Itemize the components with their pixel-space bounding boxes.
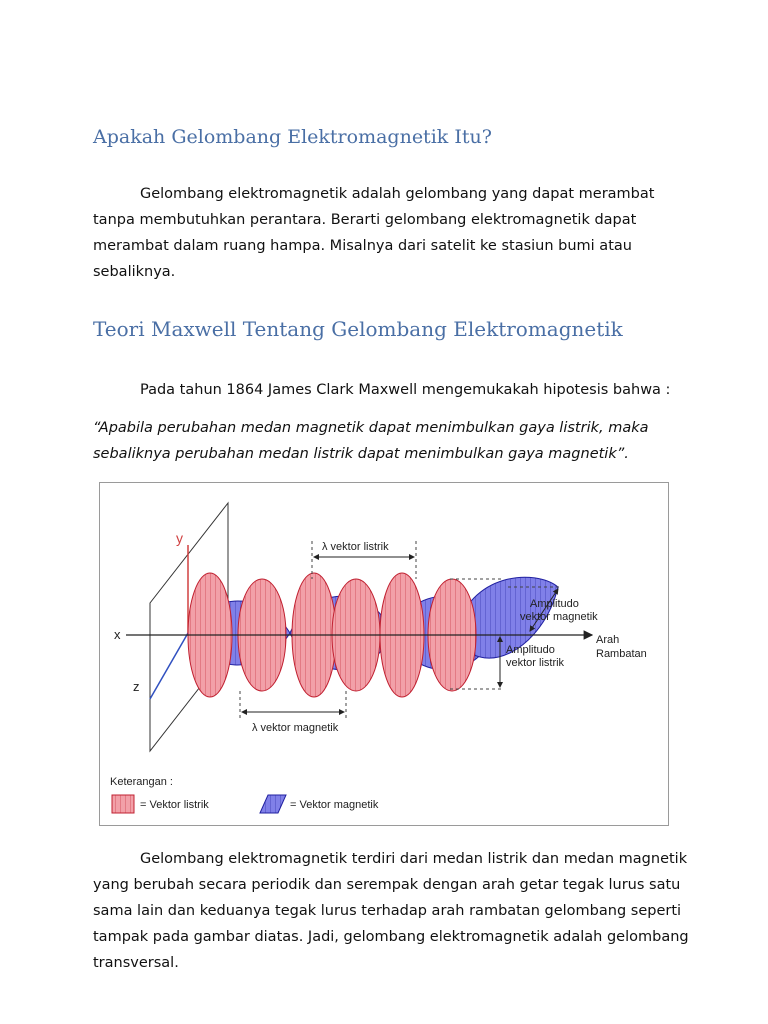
- figure-legend: [110, 776, 379, 813]
- direction-label-1: Arah: [596, 634, 620, 646]
- paragraph-conclusion: Gelombang elektromagnetik terdiri dari medan listrik dan medan magnetik yang berubah secara periodik dan serempak dengan arah getar tegak lurus satu sama lain dan keduanya tegak lurus terhadap arah rambatan gelombang seperti tampak pada gambar diatas. Jadi, gelombang elektromagnetik adalah gelombang transversal.: [93, 851, 689, 971]
- heading-what-is-em-wave: Apakah Gelombang Elektromagnetik Itu?: [93, 126, 492, 148]
- amplitude-magnetic-label-1: Amplitudo: [530, 598, 579, 610]
- paragraph-definition: Gelombang elektromagnetik adalah gelombang yang dapat merambat tanpa membutuhkan perantara. Berarti gelombang elektromagnetik dapat merambat dalam ruang hampa. Misalnya dari satelit ke stasiun bumi atau sebaliknya.: [93, 186, 655, 280]
- paragraph-maxwell-hypothesis: Pada tahun 1864 James Clark Maxwell mengemukakah hipotesis bahwa :: [140, 382, 671, 398]
- amplitude-electric-label-2: vektor listrik: [506, 657, 565, 669]
- y-axis-label: y: [176, 530, 183, 546]
- heading-maxwell-theory: Teori Maxwell Tentang Gelombang Elektromagnetik: [93, 317, 623, 341]
- amplitude-electric-label-1: Amplitudo: [506, 644, 555, 656]
- legend-electric-swatch: [112, 795, 134, 813]
- wavelength-electric-label: λ vektor listrik: [322, 541, 389, 553]
- quote-maxwell: “Apabila perubahan medan magnetik dapat menimbulkan gaya listrik, maka sebaliknya perubahan medan listrik dapat menimbulkan gaya magnetik”.: [93, 420, 649, 462]
- z-axis-line: [150, 633, 188, 699]
- legend-electric-label: = Vektor listrik: [140, 799, 209, 811]
- legend-title: Keterangan :: [110, 776, 173, 788]
- legend-magnetic-label: = Vektor magnetik: [290, 799, 379, 811]
- legend-magnetic-swatch: [260, 795, 286, 813]
- wavelength-magnetic-label: λ vektor magnetik: [252, 722, 339, 734]
- x-axis-label: x: [114, 627, 121, 642]
- em-wave-diagram: [100, 483, 670, 827]
- direction-label-2: Rambatan: [596, 648, 647, 660]
- em-wave-figure: [99, 482, 669, 826]
- z-axis-label: z: [133, 679, 140, 694]
- amplitude-magnetic-label-2: vektor magnetik: [520, 611, 598, 623]
